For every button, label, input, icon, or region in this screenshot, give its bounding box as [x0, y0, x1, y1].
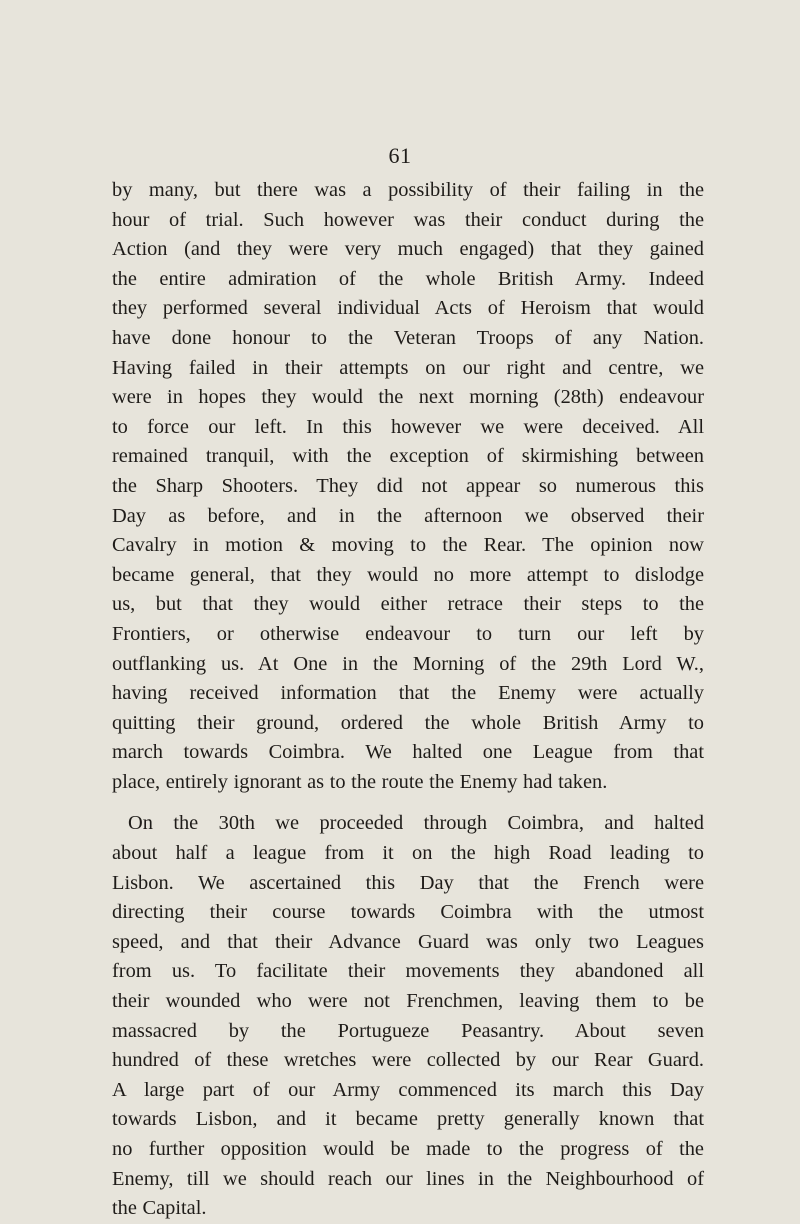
text-line: A large part of our Army commenced its march this Day: [112, 1078, 704, 1101]
text-line: towards Lisbon, and it became pretty generally known that: [112, 1108, 704, 1131]
text-line: remained tranquil, with the exception of skirmishing between: [112, 445, 704, 468]
text-line: massacred by the Portugueze Peasantry. About seven: [112, 1019, 704, 1042]
text-line: to force our left. In this however we were deceived. All: [112, 415, 704, 438]
text-line: the Capital.: [112, 1197, 207, 1220]
text-line: On the 30th we proceeded through Coimbra, and halted: [128, 812, 704, 835]
text-line: outflanking us. At One in the Morning of the 29th Lord W.,: [112, 652, 704, 675]
text-line: by many, but there was a possibility of their failing in the: [112, 179, 704, 201]
text-line: Cavalry in motion & moving to the Rear. The opinion now: [112, 534, 704, 557]
text-line: directing their course towards Coimbra with the utmost: [112, 901, 704, 924]
text-line: about half a league from it on the high Road leading to: [112, 842, 704, 865]
text-line: place, entirely ignorant as to the route the Enemy had taken.: [112, 770, 608, 793]
text-line: the entire admiration of the whole British Army. Indeed: [112, 267, 704, 290]
text-line: quitting their ground, ordered the whole British Army to: [112, 711, 704, 734]
text-line: having received information that the Enemy were actually: [112, 682, 704, 705]
text-line: Day as before, and in the afternoon we observed their: [112, 504, 704, 527]
text-line: hundred of these wretches were collected by our Rear Guard.: [112, 1049, 704, 1072]
text-line: Frontiers, or otherwise endeavour to turn our left by: [112, 622, 704, 645]
text-line: the Sharp Shooters. They did not appear so numerous this: [112, 474, 704, 497]
text-line: they performed several individual Acts of Heroism that would: [112, 297, 704, 320]
paragraph-1: [112, 176, 704, 797]
text-line: speed, and that their Advance Guard was only two Leagues: [112, 930, 704, 953]
text-line: no further opposition would be made to the progress of the: [112, 1138, 704, 1160]
text-line: have done honour to the Veteran Troops of any Nation.: [112, 326, 704, 349]
text-line: became general, that they would no more attempt to dislodge: [112, 563, 704, 586]
text-line: march towards Coimbra. We halted one League from that: [112, 741, 704, 764]
paragraph-spacer: [112, 797, 704, 809]
text-line: Action (and they were very much engaged) that they gained: [112, 238, 704, 261]
text-line: were in hopes they would the next morning (28th) endeavour: [112, 386, 704, 409]
text-line: us, but that they would either retrace their steps to the: [112, 593, 704, 616]
page-number: 61: [388, 143, 412, 168]
body-text: [112, 176, 704, 1224]
text-line: their wounded who were not Frenchmen, leaving them to be: [112, 990, 704, 1013]
text-line: from us. To facilitate their movements they abandoned all: [112, 960, 704, 983]
text-line: Enemy, till we should reach our lines in the Neighbourhood of: [112, 1167, 704, 1190]
paragraph-2: [112, 809, 704, 1223]
text-line: Lisbon. We ascertained this Day that the French were: [112, 871, 704, 894]
text-line: Having failed in their attempts on our right and centre, we: [112, 356, 704, 379]
text-line: hour of trial. Such however was their conduct during the: [112, 208, 704, 231]
